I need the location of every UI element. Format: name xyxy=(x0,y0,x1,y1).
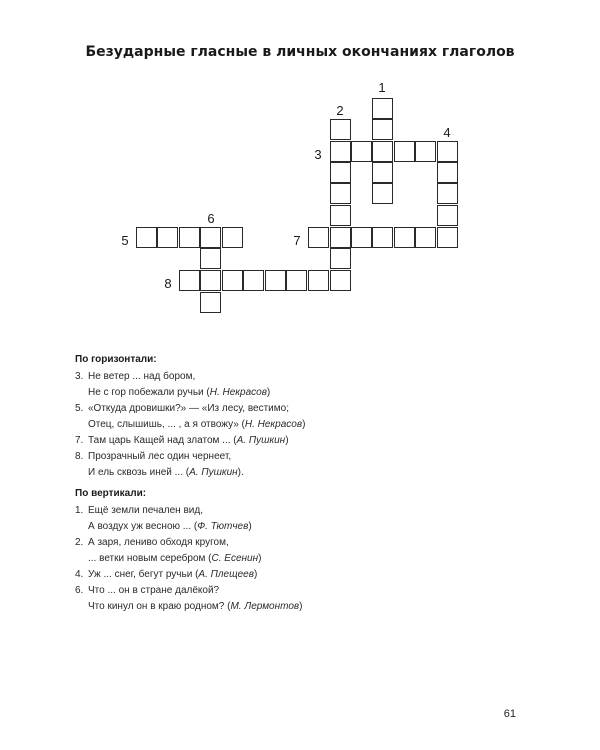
clue-line xyxy=(88,449,435,465)
clue-text: А заря, лениво обходя кругом, xyxy=(88,537,229,548)
clue-across-5 xyxy=(75,401,435,433)
crossword-cell[interactable] xyxy=(372,183,393,204)
clue-text: И ель сквозь иней ... ( xyxy=(88,467,190,478)
clue-line xyxy=(88,599,435,615)
clue-text-end: ) xyxy=(302,419,306,430)
clue-text: ... ветки новым серебром ( xyxy=(88,553,212,564)
clue-number: 3. xyxy=(75,371,84,382)
clue-number-4: 4 xyxy=(443,125,451,140)
crossword-cell[interactable] xyxy=(372,162,393,183)
clue-author: А. Пушкин xyxy=(236,435,286,446)
clue-author: Ф. Тютчев xyxy=(197,521,249,532)
crossword-cell[interactable] xyxy=(136,227,157,248)
crossword-cell[interactable] xyxy=(179,270,200,291)
clue-text-end: ) xyxy=(248,521,252,532)
clue-text-end: ) xyxy=(266,387,271,398)
crossword-cell[interactable] xyxy=(372,98,393,119)
crossword-cell[interactable] xyxy=(200,248,221,269)
clue-number-7: 7 xyxy=(293,233,301,248)
crossword-cell[interactable] xyxy=(179,227,200,248)
clue-text: «Откуда дровишки?» — «Из лесу, вестимо; xyxy=(88,403,289,414)
clue-number-1: 1 xyxy=(378,80,386,95)
crossword-cell[interactable] xyxy=(351,141,372,162)
clue-text: Отец, слышишь, ... , а я отвожу» ( xyxy=(88,419,245,430)
across-heading: По горизонтали: xyxy=(75,354,157,365)
crossword-cell[interactable] xyxy=(200,292,221,313)
crossword-grid xyxy=(0,0,600,330)
clue-author: А. Пушкин xyxy=(189,467,238,478)
clue-text-end: ) xyxy=(285,435,289,446)
clue-line xyxy=(88,551,435,567)
crossword-cell[interactable] xyxy=(222,227,243,248)
clue-number-2: 2 xyxy=(336,103,344,118)
crossword-cell[interactable] xyxy=(157,227,178,248)
page-number: 61 xyxy=(503,708,516,720)
crossword-cell[interactable] xyxy=(372,141,393,162)
clue-across-3 xyxy=(75,369,435,401)
clue-down-4 xyxy=(75,567,435,583)
clue-line xyxy=(88,385,435,401)
page-title: Безударные гласные в личных окончаниях глаголов xyxy=(85,44,515,60)
across-clues xyxy=(75,352,435,481)
crossword-cell[interactable] xyxy=(351,227,372,248)
crossword-cell[interactable] xyxy=(437,183,458,204)
clue-line xyxy=(88,417,435,433)
crossword-cell[interactable] xyxy=(415,141,436,162)
clue-number-3: 3 xyxy=(314,147,322,162)
crossword-cell[interactable] xyxy=(372,119,393,140)
crossword-cell[interactable] xyxy=(330,183,351,204)
clue-line xyxy=(88,535,435,551)
clue-down-2 xyxy=(75,535,435,567)
clue-number-6: 6 xyxy=(207,211,215,226)
crossword-cell[interactable] xyxy=(330,270,351,291)
crossword-cell[interactable] xyxy=(437,205,458,226)
clue-number: 7. xyxy=(75,435,84,446)
clue-line xyxy=(88,583,435,599)
clue-text: Что ... он в стране далёкой? xyxy=(88,585,220,596)
down-clues xyxy=(75,486,435,615)
clue-text: Уж ... снег, бегут ручьи ( xyxy=(88,569,199,580)
clue-line xyxy=(88,503,435,519)
clue-number: 5. xyxy=(75,403,84,414)
down-heading: По вертикали: xyxy=(75,488,147,499)
clue-text: Не с гор побежали ручьи ( xyxy=(88,387,210,398)
crossword-cell[interactable] xyxy=(330,141,351,162)
clue-author: А. Плещеев xyxy=(198,569,254,580)
clue-number-5: 5 xyxy=(121,233,129,248)
clue-number-8: 8 xyxy=(164,276,172,291)
clue-number: 4. xyxy=(75,569,84,580)
clue-author: Н. Некрасов xyxy=(244,419,303,430)
crossword-cell[interactable] xyxy=(308,227,329,248)
clue-number: 2. xyxy=(75,537,84,548)
crossword-cell[interactable] xyxy=(200,270,221,291)
clue-text: Прозрачный лес один чернеет, xyxy=(88,451,232,462)
crossword-cell[interactable] xyxy=(437,162,458,183)
crossword-cell[interactable] xyxy=(308,270,329,291)
clue-author: Н. Некрасов xyxy=(209,387,267,398)
clue-text: Там царь Кащей над златом ... ( xyxy=(88,435,237,446)
clue-text: Что кинул он в краю родном? ( xyxy=(88,601,231,612)
clue-line xyxy=(88,369,435,385)
clue-across-8 xyxy=(75,449,435,481)
clue-across-7 xyxy=(75,433,435,449)
clue-text: А воздух уж весною ... ( xyxy=(88,521,198,532)
crossword-cell[interactable] xyxy=(286,270,307,291)
crossword-cell[interactable] xyxy=(330,248,351,269)
clue-line xyxy=(88,567,435,583)
clue-text-end: ) xyxy=(299,601,303,612)
crossword-cell[interactable] xyxy=(243,270,264,291)
clue-line xyxy=(88,519,435,535)
crossword-cell[interactable] xyxy=(372,227,393,248)
crossword-cell[interactable] xyxy=(330,162,351,183)
clue-line xyxy=(88,465,435,481)
clue-text-end: ) xyxy=(258,553,262,564)
clue-number: 8. xyxy=(75,451,84,462)
crossword-cell[interactable] xyxy=(330,227,351,248)
clue-author: М. Лермонтов xyxy=(230,601,300,612)
clue-text: Не ветер ... над бором, xyxy=(88,371,196,382)
clue-text-end: ). xyxy=(237,467,244,478)
crossword-cell[interactable] xyxy=(437,141,458,162)
clue-line xyxy=(88,401,435,417)
crossword-cell[interactable] xyxy=(330,119,351,140)
clue-text: Ещё земли печален вид, xyxy=(88,505,203,516)
crossword-cell[interactable] xyxy=(330,205,351,226)
crossword-cell[interactable] xyxy=(394,227,415,248)
crossword-cell[interactable] xyxy=(222,270,243,291)
crossword-cell[interactable] xyxy=(394,141,415,162)
clue-down-6 xyxy=(75,583,435,615)
clue-text-end: ) xyxy=(253,569,258,580)
crossword-cell[interactable] xyxy=(437,227,458,248)
crossword-cell[interactable] xyxy=(415,227,436,248)
clue-number: 6. xyxy=(75,585,84,596)
clue-author: С. Есенин xyxy=(211,553,259,564)
clue-number: 1. xyxy=(75,505,84,516)
clue-down-1 xyxy=(75,503,435,535)
clue-line xyxy=(88,433,435,449)
crossword-cell[interactable] xyxy=(265,270,286,291)
crossword-cell[interactable] xyxy=(200,227,221,248)
